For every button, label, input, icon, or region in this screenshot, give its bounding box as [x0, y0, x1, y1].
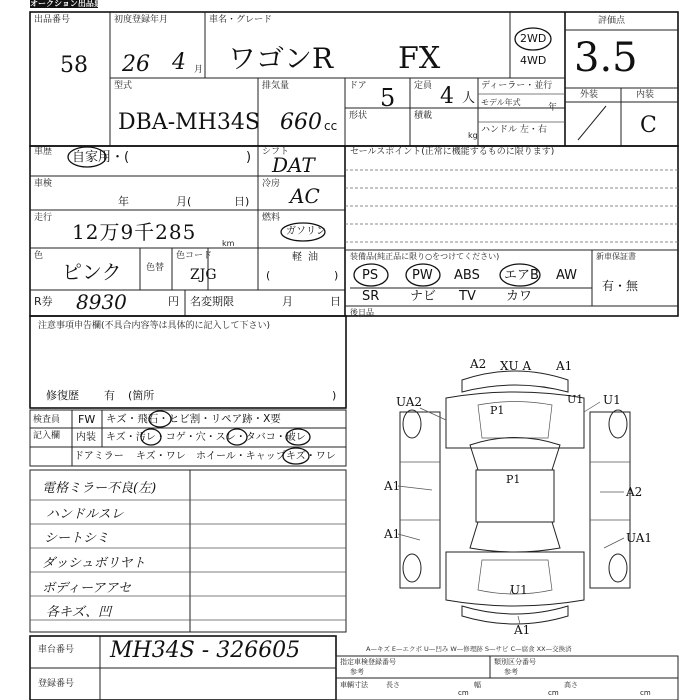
load-label: 積載 [414, 111, 433, 121]
size-label: 車輌寸法 [340, 681, 368, 689]
damage-mark-right-front-door: A2 [626, 485, 643, 499]
mileage-label: 走行 [34, 213, 53, 223]
banner-title: オークション出品票 [30, 0, 102, 8]
damage-mark-front-left-fender: UA2 [396, 395, 423, 409]
repair-place: (箇所 [128, 389, 155, 402]
damage-mark-left-rear-door: A1 [384, 527, 401, 541]
damage-mark-front-bumper-center: XU A [500, 359, 532, 373]
recycle-label: R券 [34, 295, 53, 308]
remark-1: 電格ミラー不良(左) [42, 481, 157, 496]
size-length-unit: cm [458, 689, 469, 697]
check-mirror: ドアミラー [74, 451, 124, 462]
fuel-diesel: 軽油 [292, 252, 324, 263]
remark-6: 各キズ、凹 [46, 605, 112, 620]
repair-label: 修復歴 [46, 389, 79, 402]
fuel-label: 燃料 [262, 213, 281, 223]
size-width: 幅 [474, 681, 481, 689]
model-grade: FX [398, 41, 441, 76]
equipment-pw: PW [412, 268, 433, 283]
mileage-value: 12万9千285 [72, 220, 197, 244]
equipment-label: 装備品(純正品に限り○をつけてください) [350, 252, 500, 261]
check-fw-items: キズ・飛石・ヒビ割・リペア跡・X要 [106, 413, 281, 425]
handle-label: ハンドル 左・右 [481, 125, 547, 135]
ref-1-note: 参考 [350, 668, 364, 676]
chassis-number: MH34S - 326605 [110, 638, 301, 663]
type-value: DBA-MH34S [118, 110, 260, 135]
score-value: 3.5 [574, 35, 638, 81]
drive-2wd: 2WD [520, 32, 547, 45]
inspection-month: 月( [176, 195, 192, 208]
size-length: 長さ [386, 681, 400, 689]
recycle-value: 8930 [76, 290, 127, 314]
check-wheel: ホイール・キャップ [196, 451, 286, 462]
capacity-label: 定員 [414, 81, 433, 91]
plate-label: 登録番号 [38, 679, 75, 689]
displacement-label: 排気量 [262, 81, 290, 91]
shift-label: シフト [262, 147, 290, 157]
capacity-value: 4 [440, 84, 454, 109]
inspection-year: 年 [118, 195, 129, 208]
load-unit: kg [468, 131, 478, 140]
registration-label: 初度登録年月 [114, 15, 169, 25]
interior-score: C [640, 113, 657, 138]
after-label: 後日品 [350, 308, 374, 317]
equipment-ps: PS [362, 268, 379, 283]
model-year-label: モデル年式 [481, 98, 521, 107]
diagram-legend: A—キズ E—エクボ U—凹み W—修理跡 S—サビ C—腐食 XX—交換済 [366, 645, 572, 653]
model-name: ワゴンR [228, 42, 334, 75]
usage-label: 車歴 [34, 147, 53, 157]
type-label: 型式 [114, 81, 133, 91]
exterior-label: 外装 [580, 90, 599, 100]
damage-mark-front-bumper-right: A1 [556, 359, 573, 373]
chassis-label: 車台番号 [38, 645, 75, 655]
remark-5: ボディーアアセ [42, 581, 132, 596]
color-value: ピンク [62, 260, 122, 284]
size-height-unit: cm [640, 689, 651, 697]
equipment-sr: SR [362, 289, 380, 304]
check-wheel-damage: キズ・ワレ [286, 451, 336, 462]
repair-yes: 有 [104, 389, 115, 402]
damage-mark-hood: P1 [490, 404, 505, 417]
remark-2: ハンドルスレ [46, 507, 124, 522]
equipment-aw: AW [556, 268, 578, 283]
capacity-unit: 人 [462, 91, 476, 106]
model-year-unit: 年 [548, 103, 558, 113]
shift-value: DAT [272, 153, 315, 177]
color-code-value: ZJG [190, 267, 217, 283]
lot-number: 58 [60, 53, 88, 78]
displacement-unit: cc [324, 119, 338, 133]
sales-point-label: セールスポイント(正常に機能するものに限ります) [350, 147, 555, 157]
doors-value: 5 [380, 84, 396, 112]
registration-month: 4 [172, 50, 186, 75]
size-height: 高さ [564, 681, 578, 689]
recycle-unit: 円 [168, 295, 179, 308]
repair-close: ) [332, 389, 337, 402]
fuel-paren-open: ( [266, 269, 271, 282]
warranty-label: 新車保証書 [596, 252, 636, 261]
lot-label: 出品番号 [34, 15, 71, 25]
equipment-abs: ABS [454, 268, 480, 283]
damage-mark-left-front-door: A1 [384, 479, 401, 493]
check-fw-head: FW [78, 413, 96, 426]
fuel-paren-close: ) [334, 269, 339, 282]
ref-2-label: 類別区分番号 [494, 658, 536, 666]
dealer-label: ディーラー・並行 [481, 81, 553, 91]
equipment-navi: ナビ [410, 289, 437, 304]
usage-close: ) [246, 150, 252, 165]
notes-label: 注意事項申告欄(不具合内容等は具体的に記入して下さい) [38, 321, 271, 331]
damage-mark-front-right-fender: U1 [603, 393, 621, 407]
inspector-label-2: 記入欄 [33, 431, 61, 441]
score-label: 評価点 [598, 16, 626, 26]
equipment-tv: TV [459, 289, 476, 304]
doors-label: ドア [349, 81, 367, 91]
color-code-label: 色コード [176, 251, 213, 261]
equipment-airbag: エアB [504, 268, 539, 283]
size-width-unit: cm [548, 689, 559, 697]
damage-mark-rear-deck: U1 [510, 583, 528, 597]
usage-value: 自家用・( [72, 150, 130, 165]
remark-4: ダッシュボリヤト [42, 556, 146, 571]
registration-year: 26 [122, 52, 150, 77]
ref-1-label: 指定車検登録番号 [340, 658, 396, 666]
registration-month-unit: 月 [194, 65, 204, 75]
damage-mark-front-right-upper: U1 [567, 393, 584, 406]
check-interior-items: キズ・汚レ・コゲ・穴・スレ・タバコ・破レ [106, 432, 306, 443]
ref-2-note: 参考 [504, 668, 518, 676]
inspection-label: 車検 [34, 179, 53, 189]
color-label: 色 [34, 251, 44, 261]
fuel-gasoline: ガソリン [286, 226, 326, 237]
ac-label: 冷房 [262, 179, 281, 189]
damage-mark-right-rear-door: UA1 [626, 531, 653, 545]
equipment-leather: カワ [506, 289, 533, 304]
color-change-label: 色替 [146, 263, 165, 273]
warranty-value: 有・無 [602, 279, 639, 293]
inspection-day: 日) [234, 195, 250, 208]
transfer-label: 名変期限 [190, 295, 234, 308]
drive-4wd: 4WD [520, 54, 547, 67]
damage-mark-roof: P1 [506, 473, 521, 486]
remark-3: シートシミ [44, 531, 110, 546]
interior-label: 内装 [636, 90, 655, 100]
damage-mark-front-bumper-left: A2 [470, 357, 487, 371]
model-label: 車名・グレード [209, 15, 273, 25]
transfer-day: 日 [330, 295, 341, 308]
displacement-value: 660 [280, 110, 322, 135]
check-mirror-damage: キズ・ワレ [136, 451, 186, 462]
ac-value: AC [290, 184, 320, 208]
check-interior-head: 内装 [76, 432, 96, 443]
shape-label: 形状 [349, 111, 368, 121]
transfer-month: 月 [282, 295, 293, 308]
mileage-unit: km [222, 239, 235, 248]
inspector-label-1: 検査員 [33, 415, 61, 425]
damage-mark-rear-bumper: A1 [514, 623, 531, 637]
